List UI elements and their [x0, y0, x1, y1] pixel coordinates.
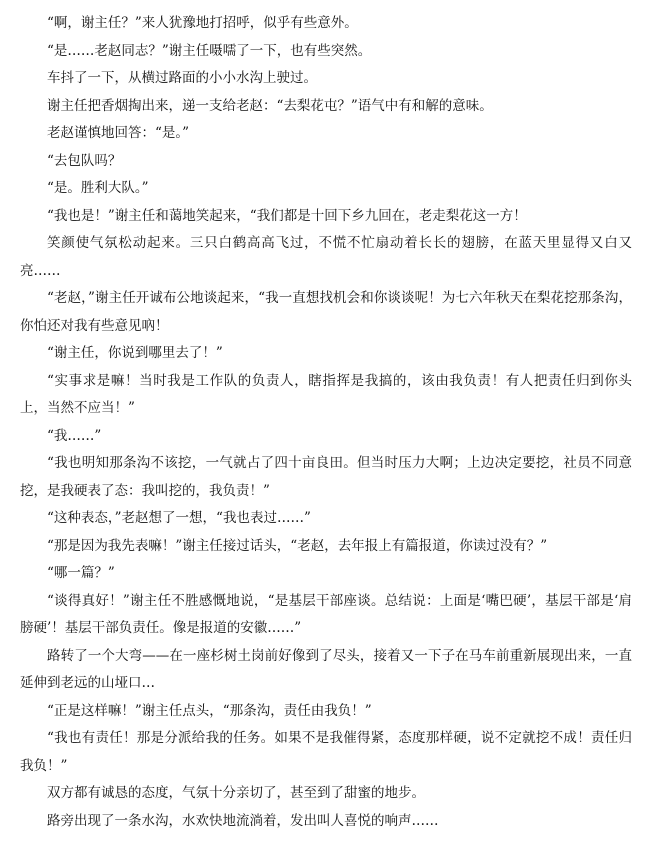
paragraph-2: “是……老赵同志？”谢主任嗫嚅了一下，也有些突然。 [47, 42, 372, 59]
paragraph-16: “那是因为我先表嘛！”谢主任接过话头，“老赵，去年报上有篇报道，你读过没有？” [47, 537, 548, 554]
paragraph-13: “我……” [47, 427, 102, 444]
paragraph-1: “啊，谢主任？”来人犹豫地打招呼，似乎有些意外。 [47, 15, 358, 31]
paragraph-12: “实事求是嘛！当时我是工作队的负责人，瞎指挥是我搞的，该由我负责！有人把责任归到你头上，当然不应当！” [20, 372, 632, 416]
paragraph-11: “谢主任，你说到哪里去了！” [47, 345, 223, 361]
story-text [20, 10, 632, 835]
paragraph-23: 路旁出现了一条水沟，水欢快地流淌着，发出叫人喜悦的响声…… [47, 812, 439, 829]
paragraph-17: “哪一篇？” [47, 565, 115, 581]
paragraph-21: “我也有责任！那是分派给我的任务。如果不是我催得紧，态度那样硬，说不定就挖不成！责任归我负！” [20, 730, 632, 774]
paragraph-10: “老赵，”谢主任开诚布公地谈起来，“我一直想找机会和你谈谈呢！为七六年秋天在梨花挖那条沟，你怕还对我有些意见吶！ [20, 290, 632, 334]
paragraph-8: “我也是！”谢主任和蔼地笑起来，“我们都是十回下乡九回在，老走梨花这一方！ [47, 207, 527, 224]
paragraph-20: “正是这样嘛！”谢主任点头，“那条沟，责任由我负！” [47, 702, 372, 719]
paragraph-19: 路转了一个大弯——在一座杉树土岗前好像到了尽头，接着又一下子在马车前重新展现出来，一直延伸到老远的山垭口… [20, 647, 632, 691]
paragraph-22: 双方都有诚恳的态度，气氛十分亲切了，甚至到了甜蜜的地步。 [47, 785, 425, 801]
paragraph-3: 车抖了一下，从横过路面的小小水沟上驶过。 [47, 70, 317, 86]
paragraph-9: 笑颜使气氛松动起来。三只白鹤高高飞过，不慌不忙扇动着长长的翅膀，在蓝天里显得又白又亮…… [20, 235, 632, 279]
paragraph-4: 谢主任把香烟掏出来，递一支给老赵：“去梨花屯？”语气中有和解的意味。 [47, 97, 493, 114]
paragraph-7: “是。胜利大队。” [47, 180, 149, 196]
paragraph-15: “这种表态，”老赵想了一想，“我也表过……” [47, 510, 311, 526]
paragraph-18: “谈得真好！”谢主任不胜感慨地说，“是基层干部座谈。总结说：上面是‘嘴巴硬’，基层干部是‘肩膀硬’！基层干部负责任。像是报道的安徽……” [20, 592, 632, 636]
paragraph-14: “我也明知那条沟不该挖，一气就占了四十亩良田。但当时压力大啊；上边决定要挖，社员不同意挖，是我硬表了态：我叫挖的，我负责！” [20, 455, 632, 499]
paragraph-5: 老赵谨慎地回答：“是。” [47, 125, 190, 141]
paragraph-6: “去包队吗？ [47, 152, 122, 169]
